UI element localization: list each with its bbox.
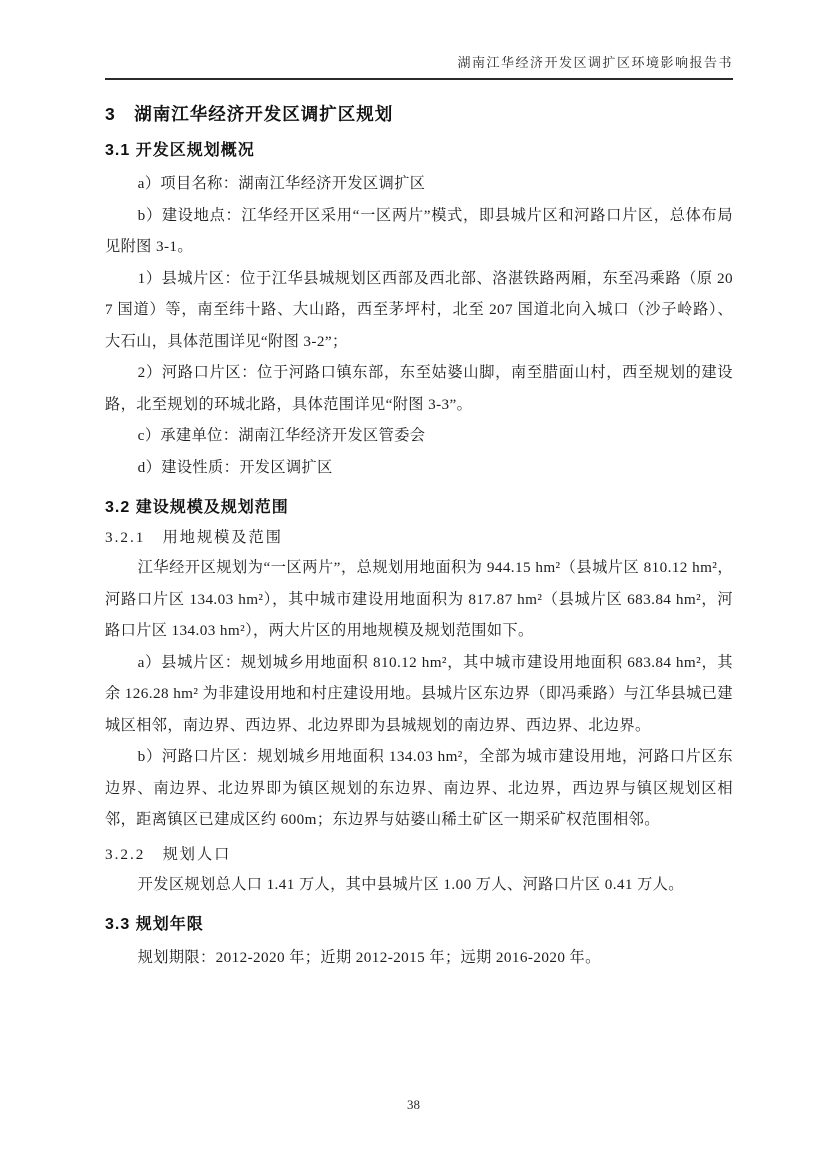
section-3-3-heading: 3.3 规划年限	[105, 916, 204, 933]
paragraph: 江华经开区规划为“一区两片”，总规划用地面积为 944.15 hm²（县城片区 810.12 hm²，河路口片区 134.03 hm²），其中城市建设用地面积为 817.87 hm²（县城片区 683.84 hm²，河路口片区 134.03 hm²），两大片区的用地规模及规划范围如下。	[105, 559, 733, 639]
paragraph: b）建设地点：江华经开区采用“一区两片”模式，即县城片区和河路口片区，总体布局见附图 3-1。	[105, 206, 733, 255]
subsection-3-2-2-heading: 3.2.2 规划人口	[105, 845, 232, 863]
section-3-1	[105, 140, 733, 483]
chapter-heading: 3 湖南江华经济开发区调扩区规划	[105, 104, 394, 124]
page-number: 38	[407, 1097, 420, 1112]
section-3-3	[105, 914, 733, 974]
paragraph: 规划期限：2012-2020 年；近期 2012-2015 年；远期 2016-2020 年。	[137, 949, 601, 966]
paragraph: d）建设性质：开发区调扩区	[137, 458, 333, 476]
running-header	[105, 52, 733, 80]
page-content	[105, 96, 733, 974]
paragraph: 1）县城片区：位于江华县城规划区西部及西北部、洛湛铁路两厢，东至冯乘路（原 207 国道）等，南至纬十路、大山路，西至茅坪村，北至 207 国道北向入城口（沙子岭路）、大石山，具体范围详见“附图 3-2”；	[105, 269, 733, 350]
paragraph: a）项目名称：湖南江华经济开发区调扩区	[137, 175, 426, 192]
paragraph: 2）河路口片区：位于河路口镇东部，东至姑婆山脚，南至腊面山村，西至规划的建设路，北至规划的环城北路，具体范围详见“附图 3-3”。	[105, 364, 733, 413]
paragraph: a）县城片区：规划城乡用地面积 810.12 hm²，其中城市建设用地面积 683.84 hm²，其余 126.28 hm² 为非建设用地和村庄建设用地。县城片区东边界（即冯乘路）与江华县城已建城区相邻，南边界、西边界、北边界即为县城规划的南边界、西边界、北边界。	[105, 653, 733, 734]
section-3-1-heading: 3.1 开发区规划概况	[105, 142, 255, 159]
running-header-title: 湖南江华经济开发区调扩区环境影响报告书	[457, 55, 733, 70]
section-3-2	[105, 497, 733, 900]
paragraph: c）承建单位：湖南江华经济开发区管委会	[137, 427, 426, 444]
paragraph: 开发区规划总人口 1.41 万人，其中县城片区 1.00 万人、河路口片区 0.41 万人。	[137, 875, 684, 893]
subsection-3-2-1	[105, 526, 733, 836]
subsection-3-2-2	[105, 843, 733, 901]
section-3-2-heading: 3.2 建设规模及规划范围	[105, 499, 289, 516]
paragraph: b）河路口片区：规划城乡用地面积 134.03 hm²，全部为城市建设用地，河路口片区东边界、南边界、北边界即为镇区规划的东边界、南边界、北边界，西边界与镇区规划区相邻，距离镇区已建成区约 600m；东边界与姑婆山稀土矿区一期采矿权范围相邻。	[105, 748, 733, 828]
subsection-3-2-1-heading: 3.2.1 用地规模及范围	[105, 529, 283, 546]
